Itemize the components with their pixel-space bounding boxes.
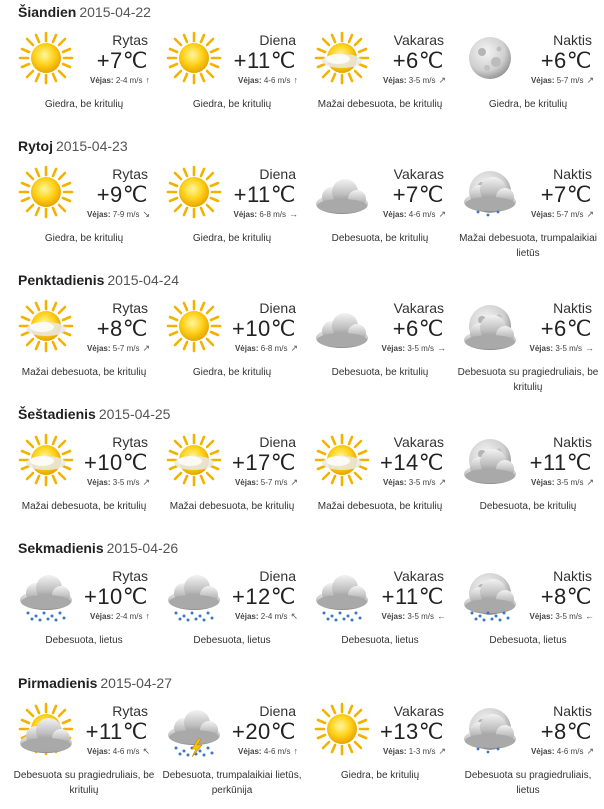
- day-date: 2015-04-26: [106, 540, 179, 556]
- sun-haze-icon: [164, 432, 224, 488]
- period-label: Diena: [259, 434, 296, 450]
- wind-info: [87, 746, 150, 757]
- condition-description: Debesuota su pragiedruliais, lietus: [464, 770, 592, 796]
- condition-description: Giedra, be kritulių: [192, 233, 272, 244]
- sun-icon: [312, 701, 372, 757]
- day-block: [0, 406, 604, 540]
- wind-info: [383, 209, 446, 220]
- forecast-slot: [454, 432, 602, 532]
- temperature: +6℃: [392, 48, 444, 73]
- wind-direction-icon: ↗: [586, 746, 594, 756]
- condition-description: Debesuota, lietus: [45, 635, 123, 646]
- forecast-slot: [158, 432, 306, 532]
- period-label: Rytas: [112, 166, 148, 182]
- condition-description: Mažai debesuota, be kritulių: [21, 367, 147, 378]
- period-label: Diena: [259, 300, 296, 316]
- temperature: +6℃: [392, 316, 444, 341]
- forecast-slot: [158, 30, 306, 130]
- wind-label: Vėjas:: [382, 76, 407, 85]
- day-name: Rytoj: [18, 138, 53, 154]
- day-name: Šeštadienis: [18, 406, 96, 422]
- temperature: +7℃: [392, 182, 444, 207]
- wind-speed: 3-5 m/s: [555, 344, 582, 353]
- temperature: +17℃: [231, 450, 296, 475]
- condition-description: Giedra, be kritulių: [340, 770, 420, 781]
- forecast-slot: [10, 164, 158, 264]
- day-heading: [18, 675, 172, 691]
- wind-label: Vėjas:: [234, 478, 259, 487]
- wind-info: [238, 75, 298, 85]
- period-label: Vakaras: [393, 703, 444, 719]
- wind-info: [531, 477, 594, 488]
- wind-info: [531, 746, 594, 757]
- temperature: +11℃: [381, 584, 444, 609]
- day-name: Šiandien: [18, 4, 77, 20]
- day-date: 2015-04-25: [98, 406, 171, 422]
- forecast-slot: [158, 164, 306, 264]
- period-label: Rytas: [112, 568, 148, 584]
- temperature: +6℃: [540, 316, 592, 341]
- day-block: [0, 540, 604, 674]
- thunder-rain-icon: [164, 701, 224, 757]
- wind-info: [235, 477, 298, 488]
- wind-direction-icon: ←: [437, 611, 446, 621]
- temperature: +11℃: [85, 719, 148, 744]
- day-date: 2015-04-24: [107, 272, 179, 288]
- temperature: +14℃: [379, 450, 444, 475]
- sun-icon: [16, 164, 76, 220]
- wind-label: Vėjas:: [233, 210, 258, 219]
- day-date: 2015-04-23: [56, 138, 128, 154]
- forecast-slot: [158, 566, 306, 666]
- wind-speed: 3-5 m/s: [555, 612, 582, 621]
- wind-speed: 4-6 m/s: [263, 76, 291, 85]
- day-date: 2015-04-27: [100, 675, 172, 691]
- temperature: +10℃: [231, 316, 296, 341]
- period-label: Rytas: [112, 300, 148, 316]
- temperature: +6℃: [540, 48, 592, 73]
- condition-description: Debesuota, be kritulių: [479, 501, 577, 512]
- period-label: Naktis: [553, 166, 592, 182]
- wind-direction-icon: ↖: [290, 611, 298, 621]
- condition-description: Mažai debesuota, be kritulių: [21, 501, 147, 512]
- sun-haze-icon: [16, 298, 76, 354]
- day-name: Pirmadienis: [18, 675, 98, 691]
- wind-direction-icon: →: [289, 209, 298, 219]
- moon-cloud-drizzle-icon: [460, 701, 520, 757]
- forecast-slot: [306, 566, 454, 666]
- wind-speed: 4-6 m/s: [408, 210, 436, 219]
- wind-speed: 2-4 m/s: [260, 612, 288, 621]
- wind-direction-icon: ↗: [290, 343, 298, 353]
- wind-label: Vėjas:: [530, 76, 555, 85]
- wind-speed: 4-6 m/s: [112, 747, 140, 756]
- forecast-slot: [306, 298, 454, 398]
- sun-haze-icon: [312, 30, 372, 86]
- wind-label: Vėjas:: [529, 344, 554, 353]
- wind-direction-icon: ↑: [145, 75, 150, 85]
- forecast-slot: [454, 298, 602, 398]
- wind-label: Vėjas:: [530, 478, 555, 487]
- wind-speed: 3-5 m/s: [407, 344, 434, 353]
- forecast-slot: [10, 432, 158, 532]
- day-heading: [18, 272, 179, 288]
- temperature: +7℃: [96, 48, 148, 73]
- temperature: +9℃: [96, 182, 148, 207]
- rain-cloud-icon: [16, 566, 76, 622]
- wind-direction-icon: ↑: [293, 75, 298, 85]
- wind-label: Vėjas:: [234, 612, 259, 621]
- condition-description: Giedra, be kritulių: [488, 99, 568, 110]
- condition-description: Giedra, be kritulių: [44, 233, 124, 244]
- temperature: +8℃: [96, 316, 148, 341]
- forecast-slot: [10, 566, 158, 666]
- period-label: Vakaras: [393, 434, 444, 450]
- wind-direction-icon: ↖: [142, 746, 150, 756]
- temperature: +13℃: [379, 719, 444, 744]
- wind-label: Vėjas:: [86, 747, 111, 756]
- sun-icon: [16, 30, 76, 86]
- moon-cloud-icon: [460, 298, 520, 354]
- wind-info: [238, 746, 298, 756]
- wind-speed: 3-5 m/s: [407, 612, 434, 621]
- wind-label: Vėjas:: [238, 76, 262, 85]
- wind-info: [383, 75, 446, 86]
- wind-label: Vėjas:: [90, 612, 114, 621]
- temperature: +12℃: [231, 584, 296, 609]
- temperature: +10℃: [83, 450, 148, 475]
- sun-icon: [164, 30, 224, 86]
- condition-description: Mažai debesuota, be kritulių: [317, 501, 443, 512]
- wind-speed: 5-7 m/s: [112, 344, 140, 353]
- forecast-slot: [306, 164, 454, 264]
- condition-description: Giedra, be kritulių: [192, 99, 272, 110]
- wind-label: Vėjas:: [381, 612, 406, 621]
- wind-info: [383, 477, 446, 488]
- moon-cloud-icon: [460, 432, 520, 488]
- wind-info: [235, 611, 298, 622]
- period-label: Naktis: [553, 32, 592, 48]
- wind-direction-icon: ↗: [438, 209, 446, 219]
- wind-label: Vėjas:: [381, 344, 406, 353]
- condition-description: Mažai debesuota, be kritulių: [317, 99, 443, 110]
- wind-direction-icon: ↗: [290, 477, 298, 487]
- day-heading: [18, 138, 128, 154]
- wind-speed: 2-4 m/s: [115, 612, 143, 621]
- temperature: +11℃: [529, 450, 592, 475]
- period-label: Diena: [259, 32, 296, 48]
- period-label: Diena: [259, 166, 296, 182]
- wind-direction-icon: ↑: [293, 746, 298, 756]
- wind-speed: 3-5 m/s: [112, 478, 140, 487]
- wind-direction-icon: ↗: [438, 75, 446, 85]
- wind-info: [90, 611, 150, 621]
- wind-info: [531, 209, 594, 220]
- moon-cloud-drizzle-icon: [460, 164, 520, 220]
- forecast-slot: [10, 298, 158, 398]
- condition-description: Debesuota su pragiedruliais, be kritulių: [457, 367, 599, 393]
- condition-description: Debesuota su pragiedruliais, be kritulių: [13, 770, 155, 796]
- period-label: Vakaras: [393, 32, 444, 48]
- forecast-slot: [306, 432, 454, 532]
- wind-speed: 5-7 m/s: [260, 478, 288, 487]
- wind-label: Vėjas:: [382, 747, 407, 756]
- forecast-slot: [454, 701, 602, 801]
- wind-label: Vėjas:: [86, 210, 111, 219]
- wind-direction-icon: ↗: [586, 477, 594, 487]
- wind-speed: 6-8 m/s: [259, 210, 286, 219]
- wind-info: [234, 209, 298, 219]
- wind-info: [531, 75, 594, 86]
- wind-label: Vėjas:: [382, 478, 407, 487]
- period-label: Diena: [259, 703, 296, 719]
- wind-speed: 7-9 m/s: [112, 210, 140, 219]
- forecast-slot: [454, 164, 602, 264]
- condition-description: Debesuota, lietus: [489, 635, 567, 646]
- temperature: +8℃: [540, 719, 592, 744]
- sun-haze-icon: [16, 432, 76, 488]
- condition-description: Giedra, be kritulių: [44, 99, 124, 110]
- day-heading: [18, 406, 170, 422]
- wind-label: Vėjas:: [529, 612, 554, 621]
- wind-label: Vėjas:: [86, 344, 111, 353]
- sun-icon: [164, 164, 224, 220]
- day-heading: [18, 4, 151, 20]
- sun-haze-icon: [312, 432, 372, 488]
- forecast-slot: [10, 30, 158, 130]
- condition-description: Mažai debesuota, trumpalaikiai lietūs: [459, 233, 597, 259]
- wind-info: [90, 75, 150, 85]
- condition-description: Debesuota, be kritulių: [331, 367, 429, 378]
- wind-info: [235, 343, 298, 354]
- wind-info: [383, 746, 446, 757]
- period-label: Naktis: [553, 568, 592, 584]
- day-block: [0, 4, 604, 138]
- cloud-icon: [312, 164, 372, 220]
- wind-direction-icon: →: [585, 343, 594, 353]
- sun-icon: [164, 298, 224, 354]
- forecast-slot: [158, 701, 306, 801]
- condition-description: Debesuota, be kritulių: [331, 233, 429, 244]
- wind-info: [87, 209, 150, 220]
- wind-info: [87, 477, 150, 488]
- wind-direction-icon: ↘: [142, 209, 150, 219]
- rain-cloud-icon: [312, 566, 372, 622]
- sun-cloud-icon: [16, 701, 76, 757]
- wind-label: Vėjas:: [530, 210, 555, 219]
- wind-direction-icon: ↗: [438, 477, 446, 487]
- wind-speed: 1-3 m/s: [408, 747, 436, 756]
- wind-direction-icon: →: [437, 343, 446, 353]
- forecast-slot: [306, 701, 454, 801]
- wind-direction-icon: ↗: [586, 75, 594, 85]
- wind-speed: 5-7 m/s: [556, 210, 584, 219]
- wind-direction-icon: ↑: [145, 611, 150, 621]
- period-label: Rytas: [112, 434, 148, 450]
- wind-label: Vėjas:: [90, 76, 114, 85]
- wind-direction-icon: ↗: [586, 209, 594, 219]
- period-label: Rytas: [112, 703, 148, 719]
- wind-speed: 4-6 m/s: [263, 747, 291, 756]
- forecast-slot: [306, 30, 454, 130]
- forecast-slot: [10, 701, 158, 801]
- condition-description: Debesuota, lietus: [341, 635, 419, 646]
- period-label: Naktis: [553, 703, 592, 719]
- temperature: +10℃: [83, 584, 148, 609]
- wind-speed: 4-6 m/s: [556, 747, 584, 756]
- day-block: [0, 272, 604, 406]
- temperature: +11℃: [233, 182, 296, 207]
- cloud-icon: [312, 298, 372, 354]
- wind-label: Vėjas:: [530, 747, 555, 756]
- rain-cloud-icon: [164, 566, 224, 622]
- wind-info: [382, 343, 446, 353]
- period-label: Naktis: [553, 434, 592, 450]
- forecast-slot: [158, 298, 306, 398]
- wind-info: [87, 343, 150, 354]
- wind-speed: 3-5 m/s: [408, 478, 436, 487]
- period-label: Diena: [259, 568, 296, 584]
- wind-label: Vėjas:: [234, 344, 259, 353]
- wind-info: [530, 611, 594, 621]
- moon-icon: [460, 30, 520, 86]
- wind-info: [382, 611, 446, 621]
- wind-direction-icon: ↗: [438, 746, 446, 756]
- wind-info: [530, 343, 594, 353]
- wind-speed: 6-8 m/s: [260, 344, 288, 353]
- temperature: +7℃: [540, 182, 592, 207]
- period-label: Rytas: [112, 32, 148, 48]
- day-name: Penktadienis: [18, 272, 105, 288]
- wind-direction-icon: ↗: [142, 477, 150, 487]
- condition-description: Giedra, be kritulių: [192, 367, 272, 378]
- wind-speed: 5-7 m/s: [556, 76, 584, 85]
- day-block: [0, 138, 604, 272]
- wind-label: Vėjas:: [382, 210, 407, 219]
- period-label: Naktis: [553, 300, 592, 316]
- day-block: [0, 675, 604, 809]
- forecast-slot: [454, 566, 602, 666]
- day-heading: [18, 540, 178, 556]
- condition-description: Mažai debesuota, be kritulių: [169, 501, 295, 512]
- moon-rain-icon: [460, 566, 520, 622]
- wind-label: Vėjas:: [86, 478, 111, 487]
- wind-speed: 2-4 m/s: [115, 76, 143, 85]
- wind-label: Vėjas:: [238, 747, 262, 756]
- period-label: Vakaras: [393, 300, 444, 316]
- temperature: +20℃: [231, 719, 296, 744]
- day-name: Sekmadienis: [18, 540, 104, 556]
- wind-speed: 3-5 m/s: [556, 478, 584, 487]
- temperature: +8℃: [540, 584, 592, 609]
- wind-speed: 3-5 m/s: [408, 76, 436, 85]
- temperature: +11℃: [233, 48, 296, 73]
- condition-description: Debesuota, trumpalaikiai lietūs, perkūnija: [162, 770, 302, 796]
- period-label: Vakaras: [393, 166, 444, 182]
- period-label: Vakaras: [393, 568, 444, 584]
- wind-direction-icon: ↗: [142, 343, 150, 353]
- wind-direction-icon: ←: [585, 611, 594, 621]
- forecast-slot: [454, 30, 602, 130]
- day-date: 2015-04-22: [79, 4, 151, 20]
- condition-description: Debesuota, lietus: [193, 635, 271, 646]
